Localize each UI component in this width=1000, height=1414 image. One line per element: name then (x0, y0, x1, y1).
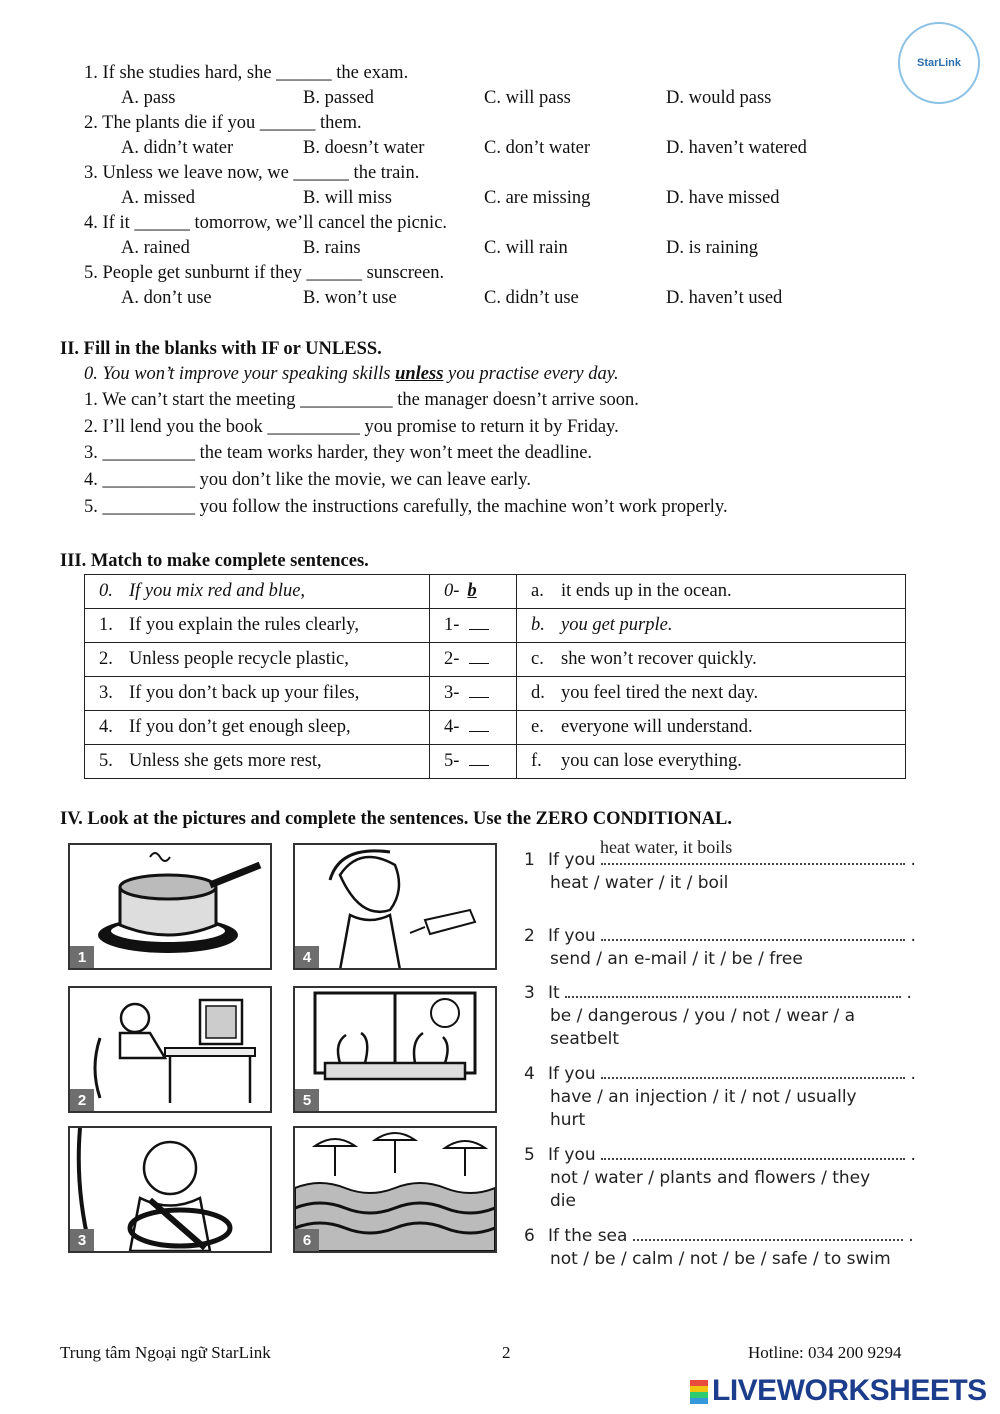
table-row: 2. Unless people recycle plastic, 2- c. she won’t recover quickly. (85, 643, 906, 677)
q1-option-d[interactable]: D. would pass (666, 88, 772, 108)
question-3: 3. Unless we leave now, we ______ the train. (84, 163, 420, 183)
q5-option-a[interactable]: A. don’t use (121, 288, 212, 308)
q3-option-b[interactable]: B. will miss (303, 188, 392, 208)
q4-option-b[interactable]: B. rains (303, 238, 361, 258)
q3-option-c[interactable]: C. are missing (484, 188, 591, 208)
fill-item-3[interactable]: 3. __________ the team works harder, they won’t meet the deadline. (84, 443, 593, 463)
fill-item-2[interactable]: 2. I’ll lend you the book __________ you promise to return it by Friday. (84, 417, 619, 437)
section-4-title: IV. Look at the pictures and complete the sentences. Use the ZERO CONDITIONAL. (60, 809, 732, 829)
question-5: 5. People get sunburnt if they ______ sunscreen. (84, 263, 445, 283)
q3-option-d[interactable]: D. have missed (666, 188, 780, 208)
answer-2-input[interactable] (601, 927, 905, 941)
fill-item-5[interactable]: 5. __________ you follow the instructions carefully, the machine won’t work properly. (84, 497, 728, 517)
match-answer-5[interactable] (469, 751, 489, 766)
picture-driver-seatbelt: 3 (68, 1126, 272, 1253)
match-answer-1[interactable] (469, 615, 489, 630)
fill-item-1[interactable]: 1. We can’t start the meeting __________ the manager doesn’t arrive soon. (84, 390, 639, 410)
q4-option-a[interactable]: A. rained (121, 238, 190, 258)
section-2-example: 0. You won’t improve your speaking skills unless you practise every day. (84, 364, 619, 384)
zero-conditional-exercise (524, 837, 924, 1282)
table-row: 5. Unless she gets more rest, 5- f. you can lose everything. (85, 745, 906, 779)
picture-window-plants: 5 (293, 986, 497, 1113)
q4-option-c[interactable]: C. will rain (484, 238, 568, 258)
picture-beach-sea: 6 (293, 1126, 497, 1253)
exercise-item-5: 5 If you . not / water / plants and flowers / they die (524, 1145, 916, 1211)
example-answer: unless (395, 364, 444, 384)
exercise-item-1: heat water, it boils 1 If you . heat / water / it / boil (524, 837, 916, 893)
question-4: 4. If it ______ tomorrow, we’ll cancel the picnic. (84, 213, 448, 233)
match-answer-4[interactable] (469, 717, 489, 732)
q2-option-c[interactable]: C. don’t water (484, 138, 591, 158)
q5-option-b[interactable]: B. won’t use (303, 288, 397, 308)
answer-1-filled[interactable]: heat water, it boils (600, 837, 733, 857)
q5-option-d[interactable]: D. haven’t used (666, 288, 783, 308)
table-row: 1. If you explain the rules clearly, 1- b. you get purple. (85, 609, 906, 643)
liveworksheets-icon (690, 1380, 708, 1404)
match-answer-0: b (467, 581, 477, 601)
table-row: 4. If you don’t get enough sleep, 4- e. everyone will understand. (85, 711, 906, 745)
exercise-item-6: 6 If the sea . not / be / calm / not / be / safe / to swim (524, 1226, 914, 1269)
table-row: 3. If you don’t back up your files, 3- d. you feel tired the next day. (85, 677, 906, 711)
q2-option-b[interactable]: B. doesn’t water (303, 138, 425, 158)
q1-option-a[interactable]: A. pass (121, 88, 176, 108)
section-2-title: II. Fill in the blanks with IF or UNLESS. (60, 339, 382, 359)
picture-woman-injection: 4 (293, 843, 497, 970)
q2-option-d[interactable]: D. haven’t watered (666, 138, 807, 158)
q5-option-c[interactable]: C. didn’t use (484, 288, 579, 308)
question-2: 2. The plants die if you ______ them. (84, 113, 362, 133)
q2-option-a[interactable]: A. didn’t water (121, 138, 234, 158)
exercise-item-2: 2 If you . send / an e-mail / it / be / free (524, 926, 916, 969)
page-number: 2 (502, 1343, 511, 1362)
exercise-item-3: 3 It . be / dangerous / you / not / wear / a seatbelt (524, 983, 912, 1049)
answer-5-input[interactable] (601, 1146, 905, 1160)
footer-hotline: Hotline: 034 200 9294 (748, 1343, 902, 1362)
picture-boiling-pan: 1 (68, 843, 272, 970)
footer-center-name: Trung tâm Ngoại ngữ StarLink (60, 1343, 271, 1362)
match-answer-2[interactable] (469, 649, 489, 664)
q1-option-c[interactable]: C. will pass (484, 88, 571, 108)
liveworksheets-watermark: LIVEWORKSHEETS (690, 1374, 987, 1408)
answer-3-input[interactable] (565, 984, 901, 998)
q3-option-a[interactable]: A. missed (121, 188, 195, 208)
q1-option-b[interactable]: B. passed (303, 88, 374, 108)
starlink-logo: StarLink (898, 22, 980, 104)
answer-6-input[interactable] (633, 1227, 903, 1241)
section-3-title: III. Match to make complete sentences. (60, 551, 369, 571)
table-row: 0. If you mix red and blue, 0- b a. it ends up in the ocean. (85, 575, 906, 609)
match-answer-3[interactable] (469, 683, 489, 698)
q4-option-d[interactable]: D. is raining (666, 238, 758, 258)
exercise-item-4: 4 If you . have / an injection / it / not / usually hurt (524, 1064, 916, 1130)
picture-man-computer: 2 (68, 986, 272, 1113)
fill-item-4[interactable]: 4. __________ you don’t like the movie, we can leave early. (84, 470, 531, 490)
question-1: 1. If she studies hard, she ______ the exam. (84, 63, 409, 83)
answer-4-input[interactable] (601, 1065, 905, 1079)
match-table (84, 574, 906, 779)
